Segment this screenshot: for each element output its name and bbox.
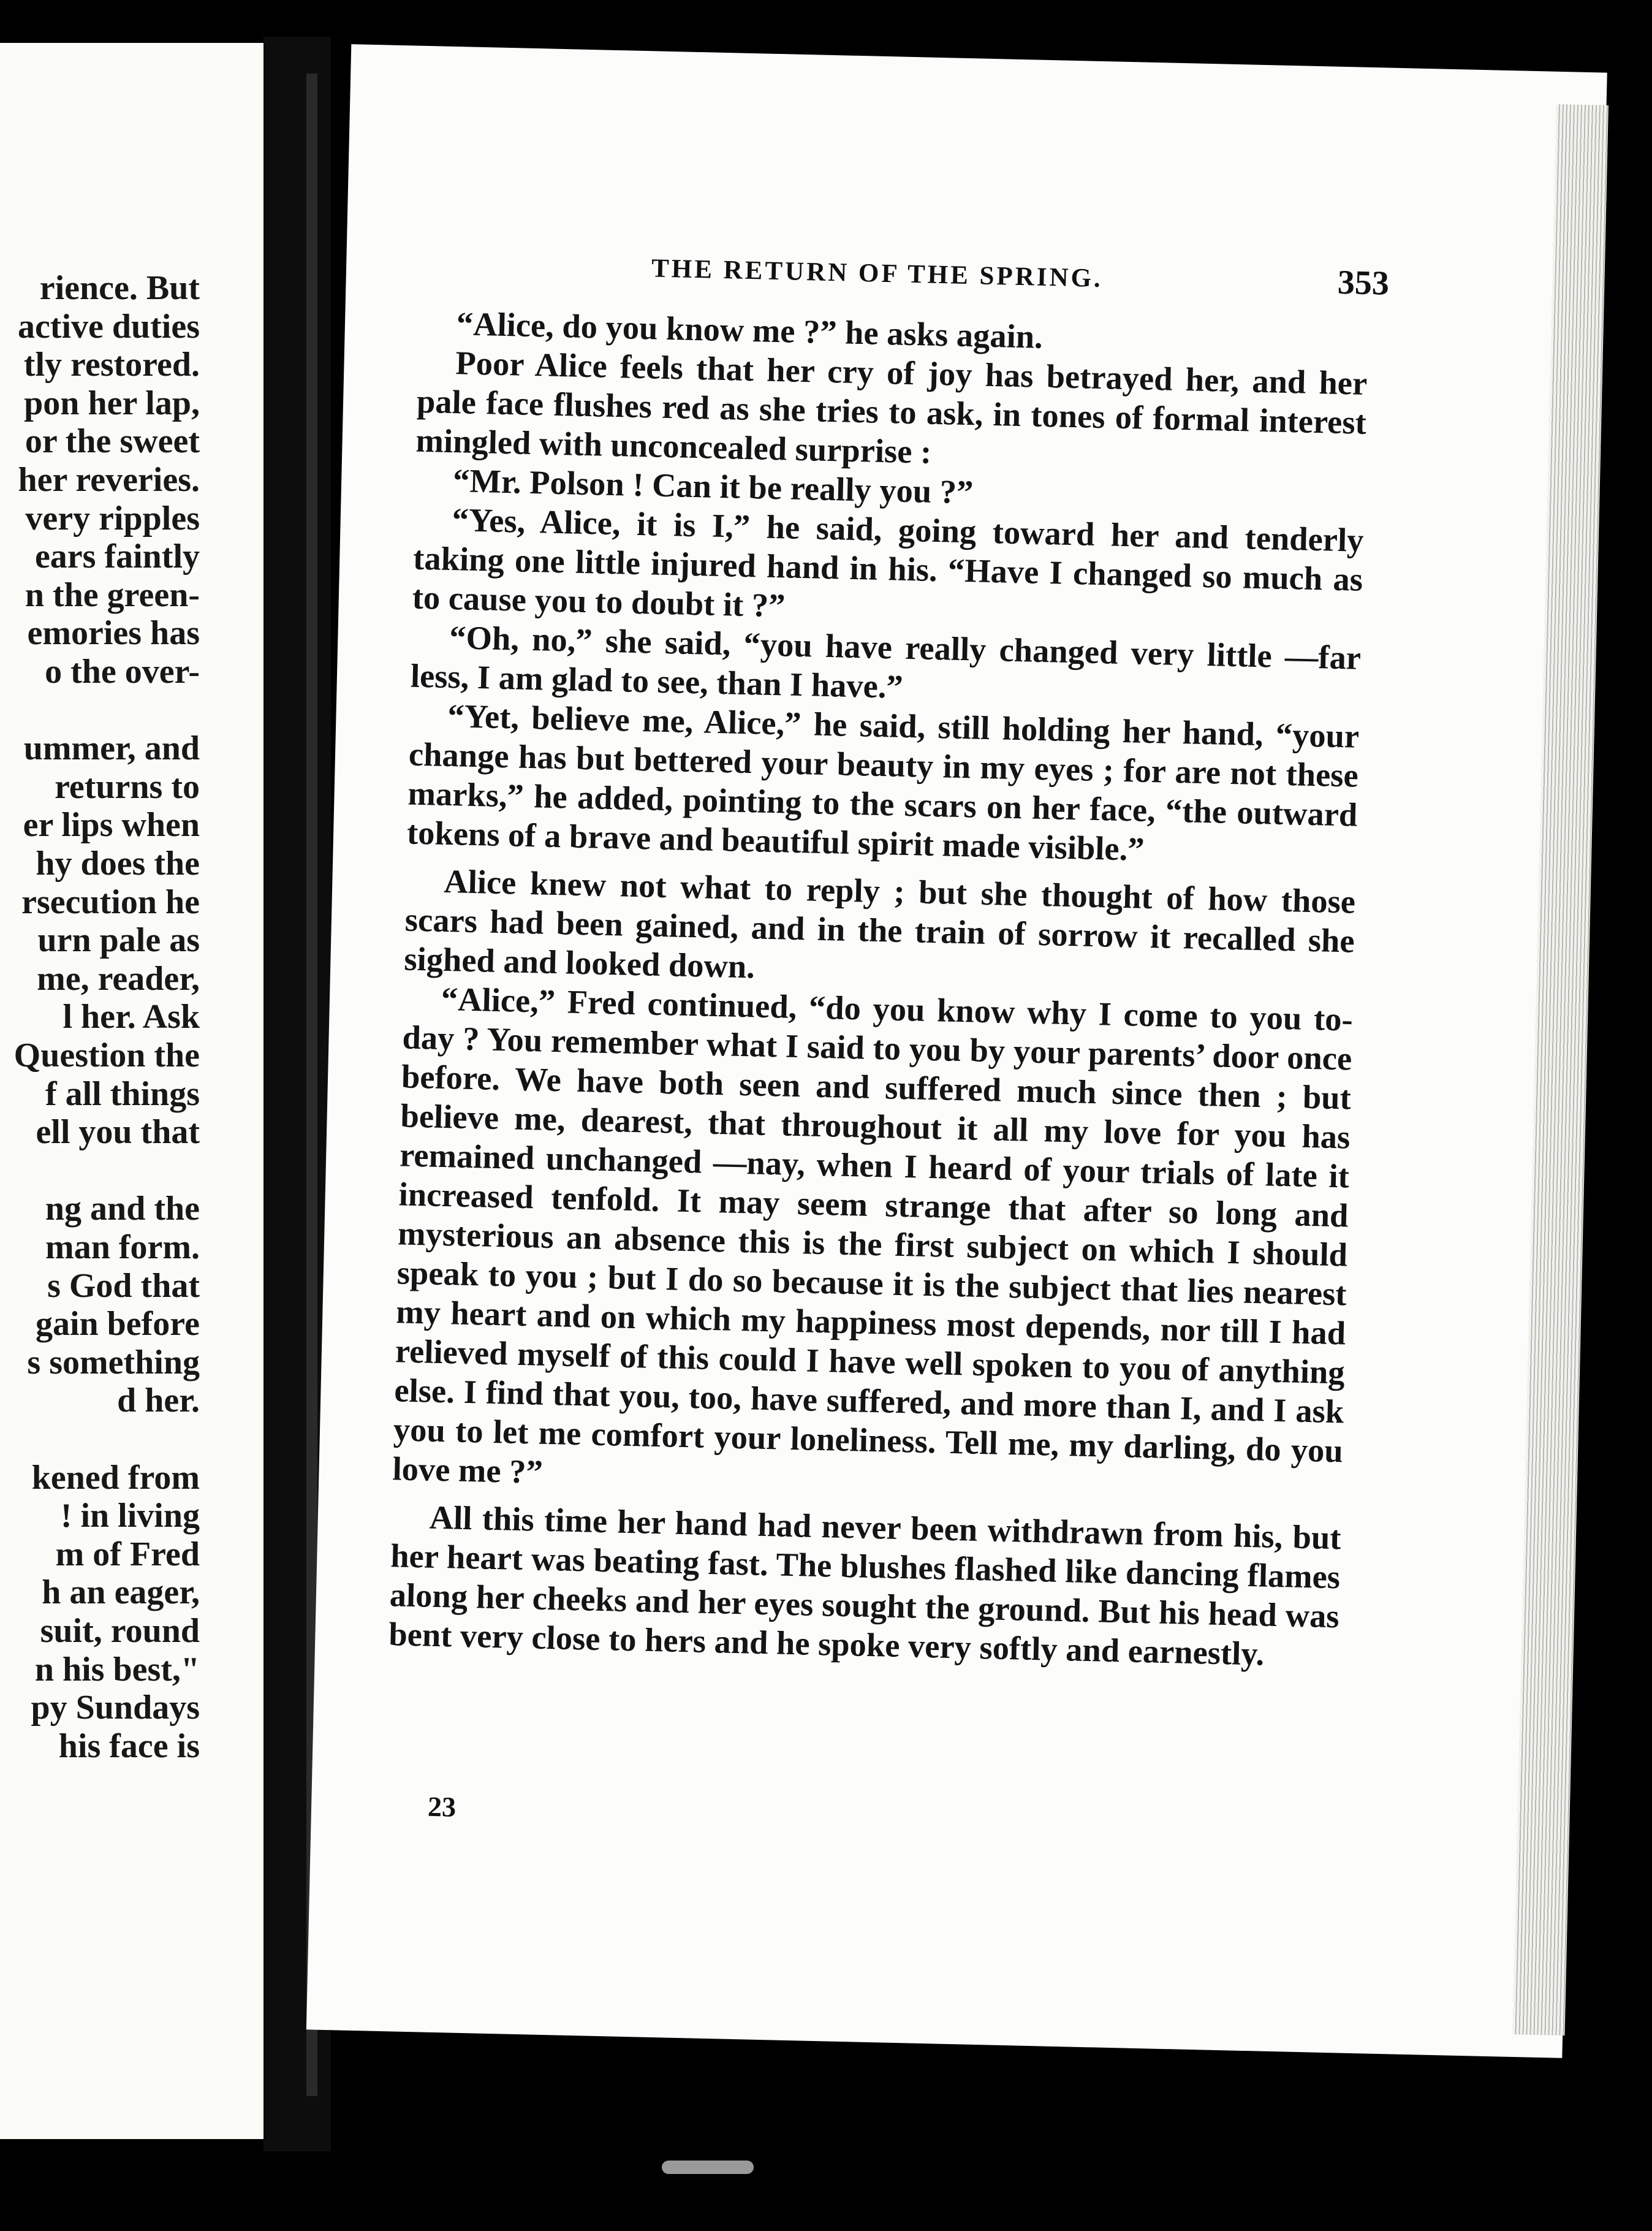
running-header: THE RETURN OF THE SPRING.	[651, 254, 1104, 294]
left-page-line: py Sundays	[31, 1689, 200, 1727]
left-page-line: d her.	[117, 1382, 200, 1420]
left-page-line: emories has	[27, 614, 200, 653]
left-page-line: n the green-	[25, 576, 200, 614]
left-page-line: urn pale as	[37, 921, 200, 960]
left-page-line: active duties	[17, 307, 200, 346]
left-page-line: Question the	[13, 1036, 200, 1074]
left-page-line: man form.	[45, 1228, 200, 1266]
left-page-line: hy does the	[36, 845, 200, 883]
left-page-line: m of Fred	[55, 1535, 200, 1573]
left-facing-page	[0, 43, 263, 2139]
left-page-line: ! in living	[60, 1497, 200, 1535]
left-page-line: n his best,"	[34, 1650, 200, 1689]
left-page-line: tly restored.	[23, 346, 200, 384]
left-page-line: s God that	[47, 1266, 200, 1305]
left-page-line: kened from	[31, 1458, 200, 1497]
paragraph: “Alice,” Fred continued, “do you know why I come to you to-day ? You remember what I said to you by your parents’ door once before. We have both seen and suffered much since then ; but believe me, dearest, that throughout it all my love for you has remained unchanged —nay, when I heard of your trials of late it increased tenfold. It may seem strange that after so long and mysterious an absence this is the first subject on which I should speak to you ; but I do so because it is the subject that lies nearest my heart and on which my happiness most depends, nor till I had relieved myself of this could I have well spoken to you of anything else. I find that you, too, have suffered, and more than I, and I ask you to let me comfort your loneliness. Tell me, my darling, do you love me ?”	[392, 979, 1354, 1491]
left-page-line: or the sweet	[25, 422, 200, 461]
left-page-line: rience. But	[39, 269, 200, 307]
paragraph: “Oh, no,” she said, “you have really changed very little —far less, I am glad to see, than I have.”	[410, 618, 1362, 705]
paragraph: Poor Alice feels that her cry of joy has betrayed her, and her pale face flushes red as she tries to ask, in tones of formal interest mingled with unconcealed surprise :	[415, 344, 1368, 471]
paragraph: “Alice, do you know me ?” he asks again.	[456, 305, 1044, 355]
left-page-line: h an eager,	[42, 1573, 200, 1612]
left-page-line: her reveries.	[18, 461, 200, 499]
left-page-line: o the over-	[45, 653, 200, 691]
left-page-line: his face is	[58, 1727, 200, 1765]
left-page-line: me, reader,	[37, 959, 200, 998]
paragraph: All this time her hand had never been withdrawn from his, but her heart was beating fast. The blushes flashed like dancing flames along her cheeks and her eyes sought the ground. But his head was bent very close to hers and he spoke very softly and earnestly.	[388, 1498, 1342, 1673]
scan-smudge	[662, 2161, 754, 2174]
left-page-line: returns to	[55, 767, 200, 806]
left-page-line: gain before	[35, 1305, 200, 1344]
paragraph: “Yet, believe me, Alice,” he said, still holding her hand, “your change has but bettered your beauty in my eyes ; for are not these marks,” he added, pointing to the scars on her face, “the outward tokens of a brave and beautiful spirit made visible.”	[406, 696, 1360, 868]
paragraph: Alice knew not what to reply ; but she thought of how those scars had been gained, and in the train of sorrow it recalled she sighed and looked down.	[403, 862, 1356, 986]
left-page-line: pon her lap,	[24, 384, 200, 422]
left-page-line: ears faintly	[34, 538, 200, 576]
right-page	[306, 44, 1607, 2058]
left-page-line: s something	[27, 1343, 200, 1382]
left-page-line: suit, round	[40, 1612, 200, 1650]
left-page-line: rsecution he	[21, 883, 200, 921]
body-text	[388, 303, 1369, 1676]
left-page-line: l her. Ask	[63, 998, 200, 1036]
left-page-line: very ripples	[25, 499, 200, 538]
left-page-line: f all things	[45, 1074, 200, 1113]
paragraph: “Yes, Alice, it is I,” he said, going toward her and tenderly taking one little injured hand in his. “Have I changed so much as to cause you to doubt it ?”	[412, 501, 1365, 625]
page-number: 353	[1337, 263, 1390, 303]
left-page-line: er lips when	[23, 806, 200, 845]
left-page-line: ng and the	[45, 1190, 200, 1228]
left-page-line: ell you that	[36, 1113, 200, 1152]
signature-mark: 23	[427, 1790, 457, 1823]
left-page-line: ummer, and	[23, 729, 200, 768]
paragraph: “Mr. Polson ! Can it be really you ?”	[452, 462, 974, 511]
